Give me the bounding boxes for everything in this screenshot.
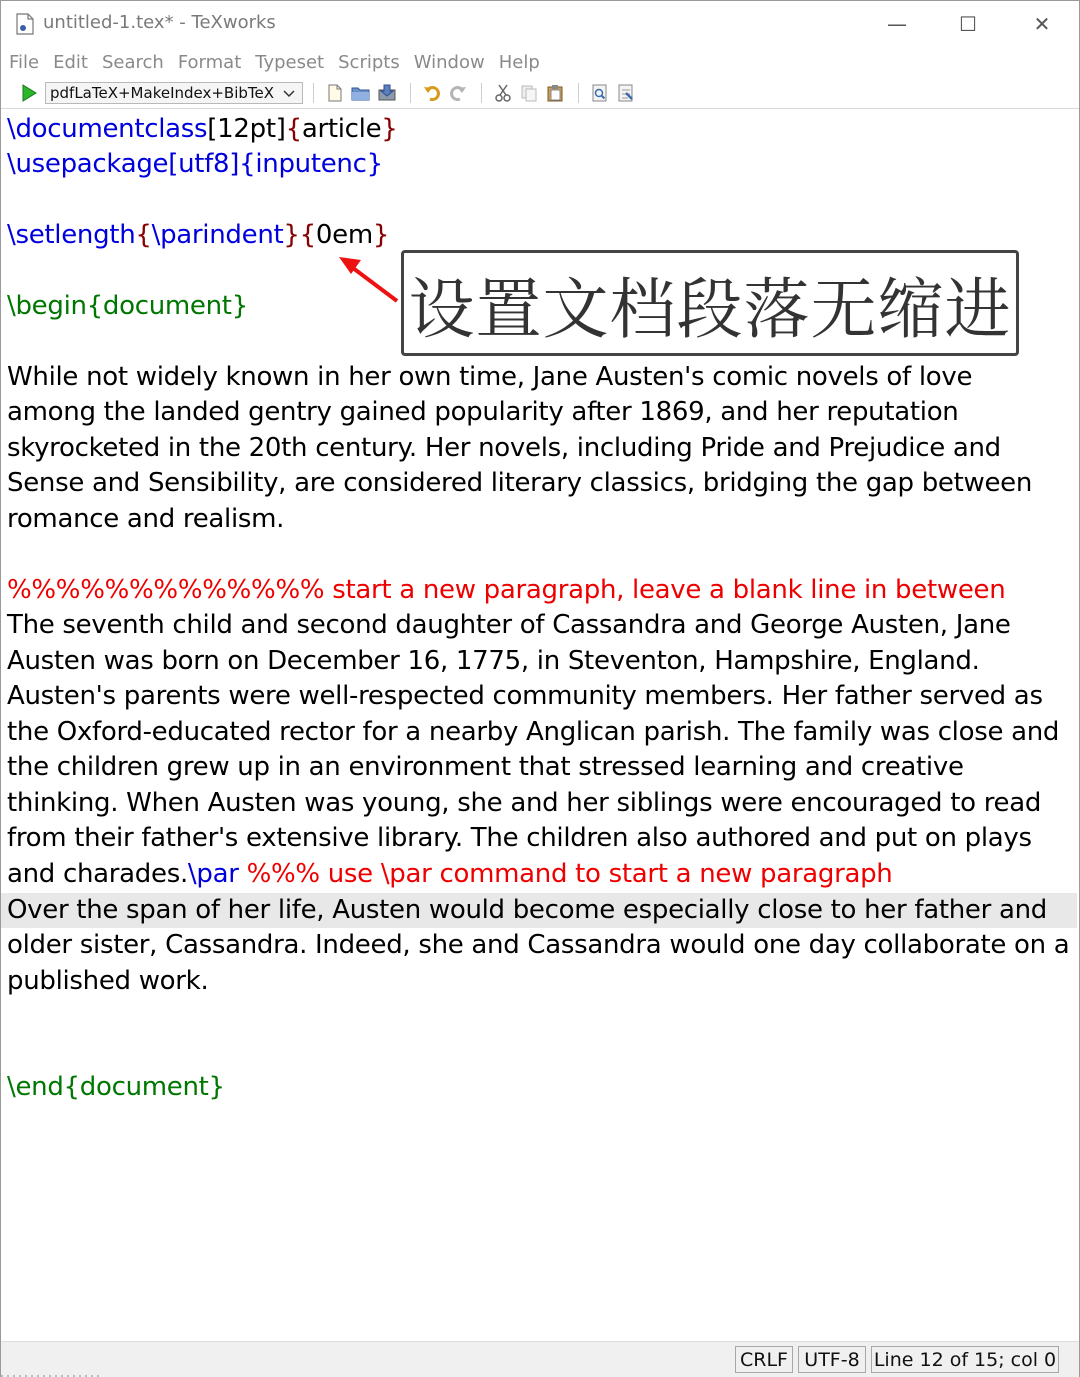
- inline-comment: %%% use \par command to start a new paragraph: [238, 859, 893, 889]
- text-line: Sense and Sensibility, are considered literary classics, bridging the gap between: [7, 468, 1033, 498]
- toolbar: [1, 78, 1079, 109]
- copy-icon: [520, 84, 538, 102]
- open-brace: {: [285, 114, 302, 144]
- text-line: The seventh child and second daughter of Cassandra and George Austen, Jane: [7, 610, 1011, 640]
- typeset-run-icon: [21, 84, 37, 102]
- title-bar: [1, 1, 1079, 47]
- annotation-callout: [401, 250, 1019, 356]
- cut-button[interactable]: [493, 83, 513, 103]
- typeset-engine-value: pdfLaTeX+MakeIndex+BibTeX: [50, 84, 275, 102]
- latex-option: [utf8]: [168, 149, 240, 179]
- save-file-icon: [377, 84, 397, 102]
- menu-search[interactable]: Search: [101, 51, 164, 73]
- code-line-2: [7, 147, 383, 182]
- text-line: among the landed gentry gained popularity after 1869, and her reputation: [7, 397, 959, 427]
- text-line: thinking. When Austen was young, she and her siblings were encouraged to read: [7, 788, 1042, 818]
- close-brace: }: [381, 114, 398, 144]
- close-brace: }: [283, 220, 300, 250]
- latex-command: \par: [187, 859, 239, 889]
- close-brace: }: [372, 220, 390, 250]
- text-line: Austen was born on December 16, 1775, in Steventon, Hampshire, England.: [7, 646, 980, 676]
- undo-icon: [423, 84, 441, 102]
- chevron-down-icon: [282, 86, 296, 100]
- code-line-end: \end{document}: [7, 1072, 225, 1102]
- undo-button[interactable]: [422, 83, 442, 103]
- line-ending-indicator[interactable]: CRLF: [735, 1346, 793, 1373]
- text-line: older sister, Cassandra. Indeed, she and Cassandra would one day collaborate on a: [7, 930, 1070, 960]
- tex-file-icon: [15, 13, 35, 35]
- replace-button[interactable]: [616, 83, 636, 103]
- comment-line: %%%%%%%%%%%%% start a new paragraph, leave a blank line in between: [7, 575, 1006, 605]
- redo-button[interactable]: [448, 83, 468, 103]
- text-line: the children grew up in an environment that stressed learning and creative: [7, 752, 964, 782]
- latex-option: [12pt]: [207, 114, 286, 144]
- open-brace: {: [299, 220, 316, 250]
- text-line-current: Over the span of her life, Austen would become especially close to her father and: [7, 895, 1047, 925]
- find-button[interactable]: [590, 83, 610, 103]
- latex-command: \setlength: [7, 220, 136, 250]
- cut-icon: [494, 84, 512, 102]
- latex-argument: inputenc: [255, 149, 367, 179]
- toolbar-separator: [578, 83, 579, 103]
- text-line: from their father's extensive library. The children also authored and put on plays: [7, 823, 1032, 853]
- menu-scripts[interactable]: Scripts: [338, 51, 400, 73]
- latex-argument: article: [301, 114, 382, 144]
- minimize-button[interactable]: [874, 7, 920, 41]
- typeset-button[interactable]: [21, 83, 39, 103]
- maximize-icon: ☐: [959, 12, 977, 36]
- find-icon: [591, 84, 609, 102]
- text-line: skyrocketed in the 20th century. Her novels, including Pride and Prejudice and: [7, 433, 1001, 463]
- window-title: untitled-1.tex* - TeXworks: [43, 12, 276, 33]
- latex-command: \usepackage: [7, 149, 169, 179]
- open-file-button[interactable]: [351, 83, 371, 103]
- menu-window[interactable]: Window: [413, 51, 485, 73]
- paste-icon: [546, 84, 564, 102]
- latex-argument: \parindent: [151, 220, 284, 250]
- text-line: romance and realism.: [7, 504, 285, 534]
- toolbar-separator: [410, 83, 411, 103]
- toolbar-separator: [481, 83, 482, 103]
- paste-button[interactable]: [545, 83, 565, 103]
- new-file-icon: [327, 84, 343, 102]
- text-segment: and charades.: [7, 859, 188, 889]
- text-line: published work.: [7, 966, 209, 996]
- redo-icon: [449, 84, 467, 102]
- close-brace: }: [366, 149, 383, 179]
- text-line: the Oxford-educated rector for a nearby Anglican parish. The family was close and: [7, 717, 1060, 747]
- par-command-line: [7, 857, 892, 892]
- maximize-button[interactable]: [945, 7, 991, 41]
- menu-file[interactable]: File: [9, 51, 40, 73]
- menu-format[interactable]: Format: [177, 51, 242, 73]
- typeset-engine-select[interactable]: [45, 82, 303, 104]
- menu-edit[interactable]: Edit: [53, 51, 88, 73]
- cursor-position: Line 12 of 15; col 0: [871, 1346, 1059, 1373]
- resize-grip-icon: [1, 1371, 101, 1377]
- latex-argument: 0em: [315, 220, 373, 250]
- text-line: Austen's parents were well-respected community members. Her father served as: [7, 681, 1043, 711]
- open-brace: {: [135, 220, 152, 250]
- encoding-indicator[interactable]: UTF-8: [798, 1346, 866, 1373]
- replace-icon: [617, 84, 635, 102]
- code-line-1: [7, 112, 398, 147]
- open-file-icon: [351, 84, 371, 102]
- save-file-button[interactable]: [377, 83, 397, 103]
- menu-help[interactable]: Help: [498, 51, 540, 73]
- annotation-text: 设置文档段落无缩进: [408, 270, 1012, 348]
- annotation-arrow: [331, 251, 403, 305]
- code-line-4: [7, 218, 389, 253]
- close-icon: ✕: [1033, 12, 1051, 36]
- copy-button[interactable]: [519, 83, 539, 103]
- new-file-button[interactable]: [325, 83, 345, 103]
- open-brace: {: [239, 149, 256, 179]
- close-button[interactable]: [1019, 7, 1065, 41]
- status-bar: [1, 1341, 1079, 1377]
- menu-bar: [1, 47, 1079, 77]
- minimize-icon: —: [887, 12, 907, 36]
- text-line: While not widely known in her own time, Jane Austen's comic novels of love: [7, 362, 973, 392]
- latex-command: \documentclass: [7, 114, 208, 144]
- code-line-6: \begin{document}: [7, 291, 248, 321]
- menu-typeset[interactable]: Typeset: [255, 51, 325, 73]
- toolbar-separator: [313, 83, 314, 103]
